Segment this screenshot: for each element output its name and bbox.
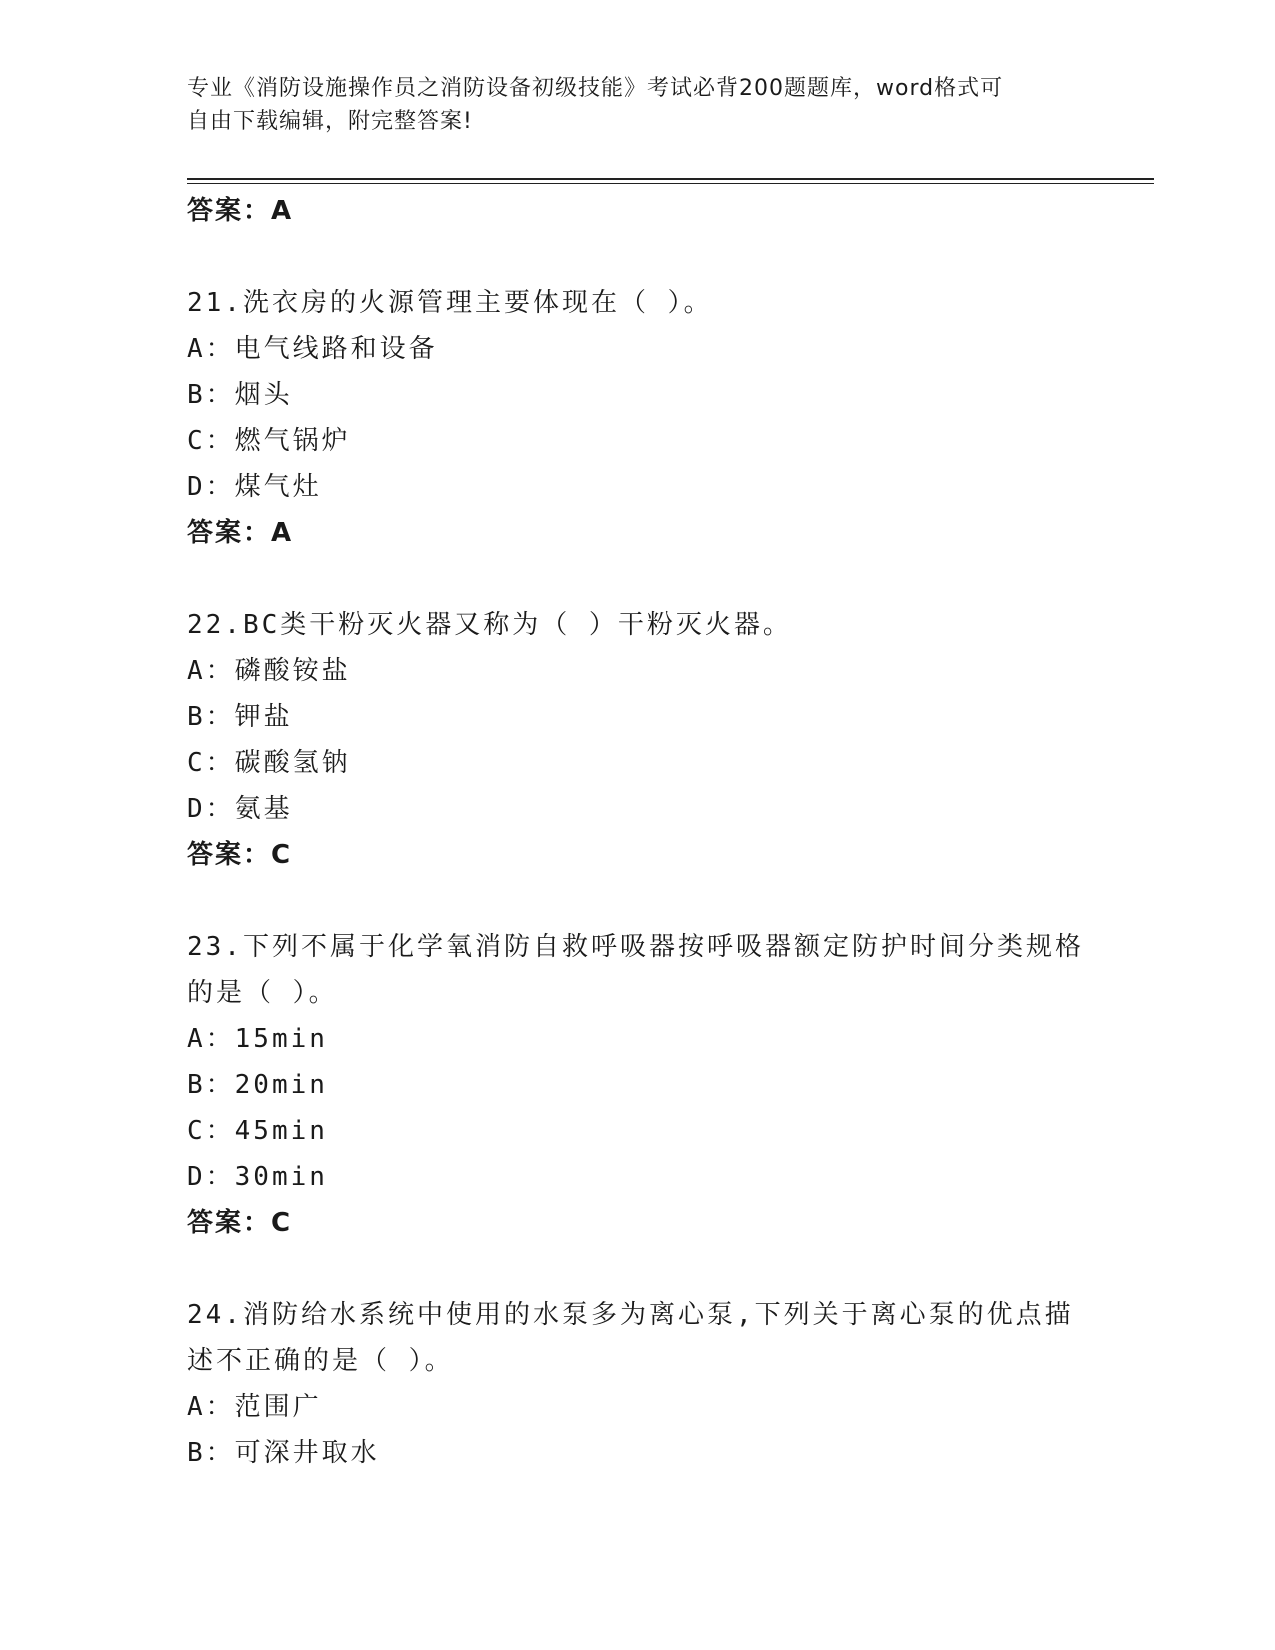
option-d: D：煤气灶 <box>187 472 322 502</box>
header-line-1: 专业《消防设施操作员之消防设备初级技能》考试必背200题题库，word格式可 <box>187 76 1004 101</box>
question-stem-line-1: 24.消防给水系统中使用的水泵多为离心泵,下列关于离心泵的优点描 <box>187 1300 1074 1330</box>
header-divider-thick <box>187 178 1154 180</box>
option-b: B：20min <box>187 1070 328 1100</box>
question-stem: 22.BC类干粉灭火器又称为（ ）干粉灭火器。 <box>187 610 792 640</box>
spacer <box>187 878 1087 924</box>
spacer <box>187 1246 1087 1292</box>
question-21 <box>187 280 1087 556</box>
document-header <box>187 72 1087 138</box>
option-b: B：烟头 <box>187 380 293 410</box>
option-a: A：15min <box>187 1024 328 1054</box>
option-b: B：可深井取水 <box>187 1438 380 1468</box>
question-stem-line-1: 23.下列不属于化学氧消防自救呼吸器按呼吸器额定防护时间分类规格 <box>187 932 1084 962</box>
question-stem-line-2: 述不正确的是（ ）。 <box>187 1346 454 1376</box>
question-22 <box>187 602 1087 878</box>
option-c: C：碳酸氢钠 <box>187 748 351 778</box>
question-23 <box>187 924 1087 1246</box>
answer-line: 答案：A <box>187 196 294 226</box>
spacer <box>187 556 1087 602</box>
header-divider-thin <box>187 183 1154 184</box>
option-d: D：30min <box>187 1162 328 1192</box>
answer-line: 答案：C <box>187 1208 293 1238</box>
option-c: C：燃气锅炉 <box>187 426 351 456</box>
document-body <box>187 188 1087 1476</box>
option-d: D：氨基 <box>187 794 293 824</box>
question-stem: 21.洗衣房的火源管理主要体现在（ ）。 <box>187 288 713 318</box>
answer-line: 答案：C <box>187 840 293 870</box>
header-line-2: 自由下载编辑，附完整答案! <box>187 109 473 134</box>
option-b: B：钾盐 <box>187 702 293 732</box>
spacer <box>187 234 1087 280</box>
option-a: A：磷酸铵盐 <box>187 656 351 686</box>
option-c: C：45min <box>187 1116 328 1146</box>
option-a: A：电气线路和设备 <box>187 334 438 364</box>
question-24 <box>187 1292 1087 1476</box>
option-a: A：范围广 <box>187 1392 322 1422</box>
answer-line: 答案：A <box>187 518 294 548</box>
question-stem-line-2: 的是（ ）。 <box>187 978 338 1008</box>
